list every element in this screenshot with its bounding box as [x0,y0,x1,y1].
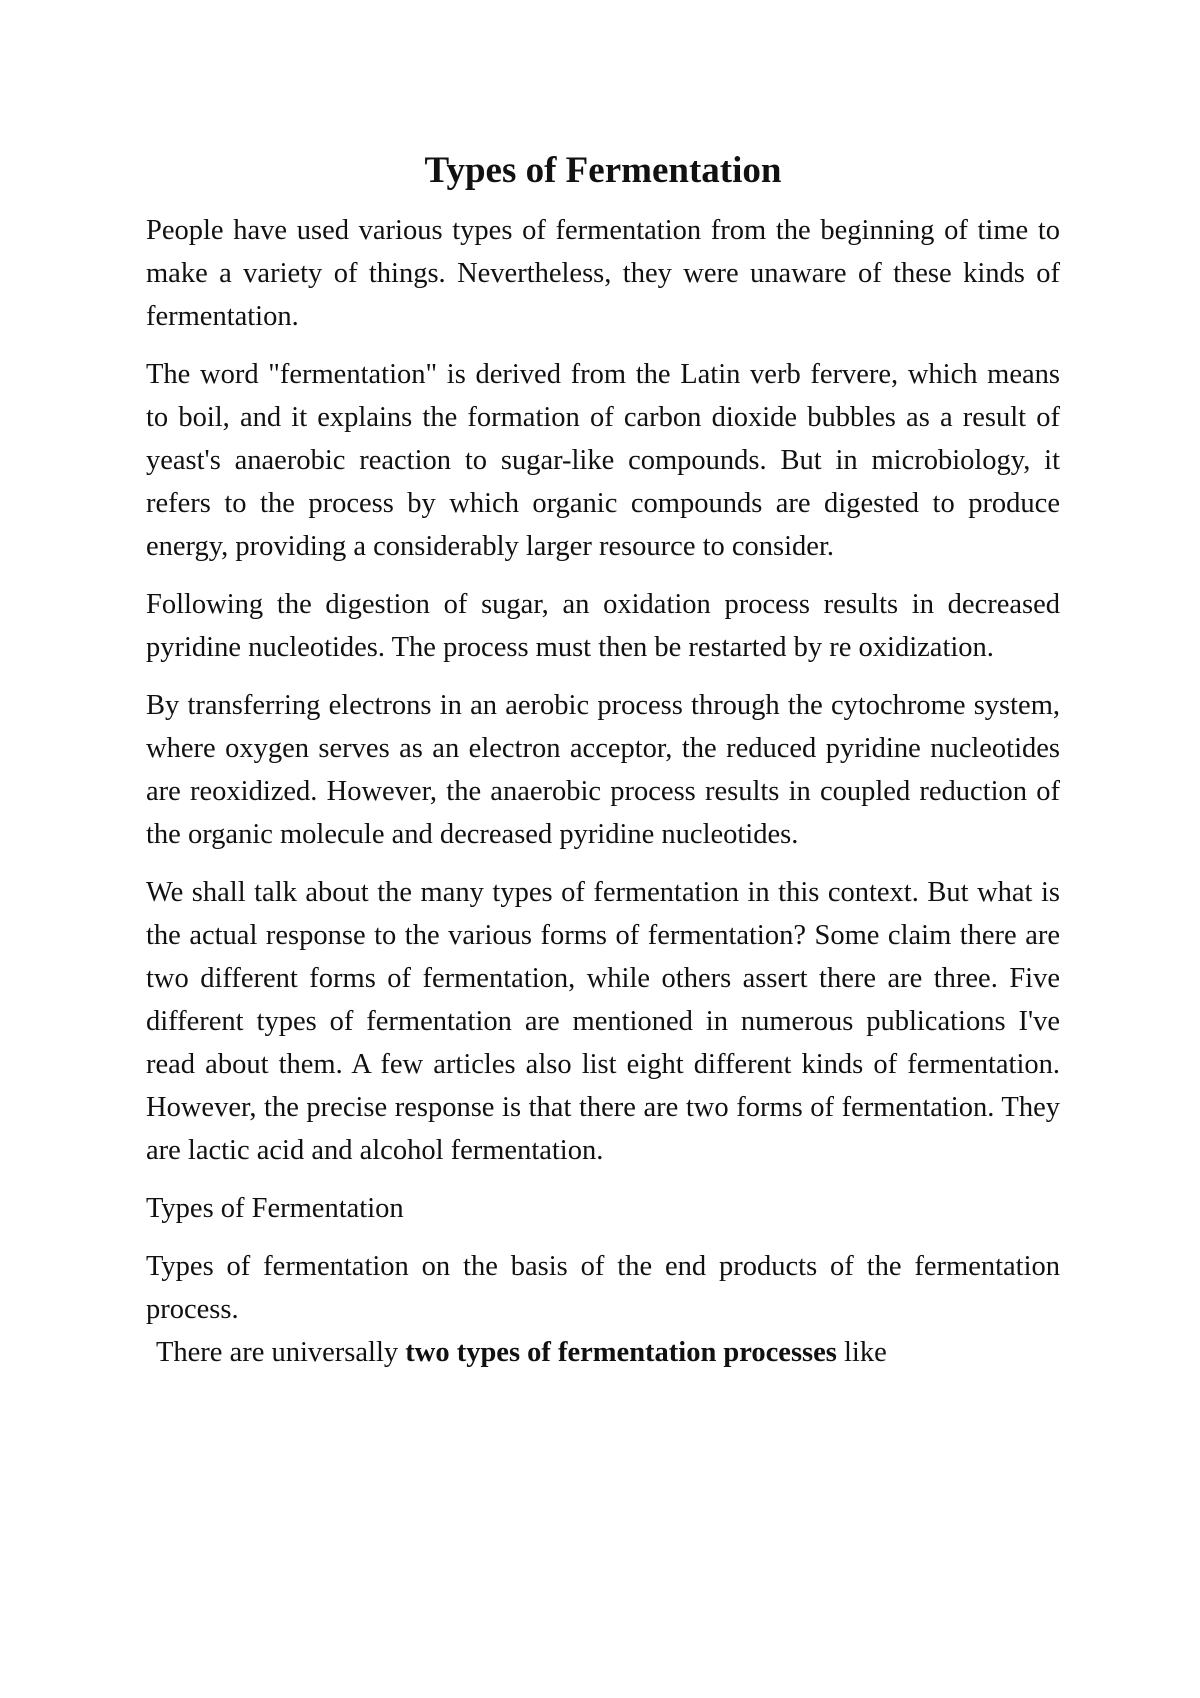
paragraph-intro: People have used various types of fermentation from the beginning of time to make a variety of things. Nevertheless, they were unaware of these kinds of fermentation. [146,215,1060,332]
page-title: Types of Fermentation [424,150,782,191]
universal-types-suffix: like [836,1337,887,1368]
paragraph-electron-transfer: By transferring electrons in an aerobic process through the cytochrome system, where oxygen serves as an electron acceptor, the reduced pyridine nucleotides are reoxidized. However, the anaerobic process results in coupled reduction of the organic molecule and decreased pyridine nucleotides. [146,690,1060,850]
universal-types-prefix: There are universally [156,1337,406,1368]
universal-types-bold: two types of fermentation processes [405,1337,837,1368]
paragraph-oxidation: Following the digestion of sugar, an oxidation process results in decreased pyridine nucleotides. The process must then be restarted by re oxidization. [146,589,1060,663]
paragraph-universal-types [146,1331,1060,1374]
paragraph-end-products: Types of fermentation on the basis of the end products of the fermentation process. [146,1251,1060,1325]
paragraph-types-discussion: We shall talk about the many types of fermentation in this context. But what is the actual response to the various forms of fermentation? Some claim there are two different forms of fermentation, while others assert there are three. Five different types of fermentation are mentioned in numerous publications I've read about them. A few articles also list eight different kinds of fermentation. However, the precise response is that there are two forms of fermentation. They are lactic acid and alcohol fermentation. [146,877,1060,1166]
paragraph-etymology: The word "fermentation" is derived from the Latin verb fervere, which means to boil, and it explains the formation of carbon dioxide bubbles as a result of yeast's anaerobic reaction to sugar-like compounds. But in microbiology, it refers to the process by which organic compounds are digested to produce energy, providing a considerably larger resource to consider. [146,359,1060,562]
subheading-types: Types of Fermentation [146,1193,404,1224]
